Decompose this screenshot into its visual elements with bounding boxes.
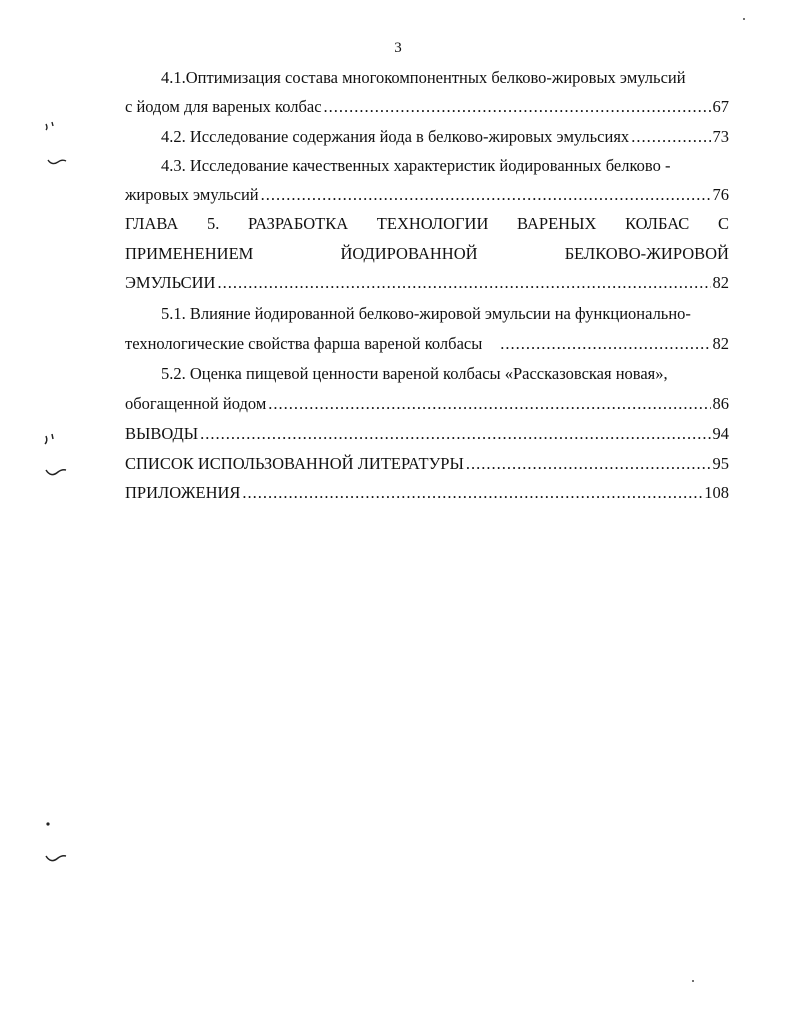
dot-leader	[324, 97, 711, 117]
toc-entry-5-2-line1	[125, 364, 729, 384]
dot-leader	[261, 185, 711, 205]
chapter-5-word: ПРИМЕНЕНИЕМ	[125, 244, 254, 263]
margin-scribble	[40, 816, 70, 876]
toc-chapter-5-line3	[125, 273, 729, 293]
toc-entry-5-1-line1	[125, 304, 729, 324]
toc-conclusions	[125, 424, 729, 444]
dot-leader	[242, 483, 702, 503]
toc-entry-5-1-line2	[125, 334, 729, 354]
toc-entry-4-1-page: 67	[712, 97, 729, 116]
toc-entry-5-2-line2	[125, 394, 729, 414]
page-number: 3	[394, 40, 402, 56]
toc-entry-4-3-title: 4.3. Исследование качественных характеристик йодированных белково -	[161, 156, 671, 175]
chapter-5-word: ЙОДИРОВАННОЙ	[340, 244, 478, 263]
chapter-5-word: 5.	[206, 214, 220, 233]
toc-entry-4-2	[125, 127, 729, 147]
toc-references-page: 95	[712, 454, 729, 473]
margin-scribble	[40, 118, 70, 178]
toc-chapter-5-line1	[125, 214, 729, 234]
toc-entry-4-2-page: 73	[712, 127, 729, 146]
dot-leader	[217, 273, 710, 293]
toc-appendices-title: ПРИЛОЖЕНИЯ	[125, 483, 241, 502]
toc-appendices	[125, 483, 729, 503]
toc-entry-4-3-page: 76	[712, 185, 729, 204]
toc-entry-4-1-title-cont: с йодом для вареных колбас	[125, 97, 322, 116]
toc-entry-4-3-line1	[125, 156, 729, 176]
chapter-5-word: ГЛАВА	[125, 214, 179, 233]
scan-speck	[743, 18, 745, 20]
chapter-5-word: С	[717, 214, 729, 233]
dot-leader	[200, 424, 710, 444]
toc-entry-5-2-page: 86	[712, 394, 729, 413]
scan-speck	[692, 980, 694, 982]
margin-scribble	[40, 430, 70, 490]
dot-leader	[631, 127, 710, 147]
toc-entry-4-3-line2	[125, 185, 729, 205]
dot-leader	[500, 334, 710, 354]
toc-conclusions-page: 94	[712, 424, 729, 443]
toc-entry-5-1-page: 82	[712, 334, 729, 353]
toc-conclusions-title: ВЫВОДЫ	[125, 424, 199, 443]
toc-entry-4-3-title-cont: жировых эмульсий	[125, 185, 259, 204]
chapter-5-word: КОЛБАС	[625, 214, 690, 233]
toc-entry-5-2-title: 5.2. Оценка пищевой ценности вареной колбасы «Рассказовская новая»,	[161, 364, 668, 383]
toc-chapter-5-line2	[125, 244, 729, 264]
chapter-5-title-end: ЭМУЛЬСИИ	[125, 273, 216, 292]
toc-entry-4-1-line1	[125, 68, 729, 88]
toc-entry-4-1-title: 4.1.Оптимизация состава многокомпонентных белково-жировых эмульсий	[161, 68, 686, 87]
chapter-5-word: ТЕХНОЛОГИИ	[376, 214, 489, 233]
toc-entry-5-1-title-cont: технологические свойства фарша вареной колбасы	[125, 334, 483, 353]
toc-appendices-page: 108	[704, 483, 729, 502]
dot-leader	[268, 394, 710, 414]
dot-leader	[466, 454, 711, 474]
toc-references-title: СПИСОК ИСПОЛЬЗОВАННОЙ ЛИТЕРАТУРЫ	[125, 454, 464, 473]
toc-entry-5-2-title-cont: обогащенной йодом	[125, 394, 267, 413]
toc-chapter-5-page: 82	[712, 273, 729, 292]
toc-references	[125, 454, 729, 474]
toc-entry-5-1-title: 5.1. Влияние йодированной белково-жировой эмульсии на функционально-	[161, 304, 691, 323]
chapter-5-word: БЕЛКОВО-ЖИРОВОЙ	[564, 244, 729, 263]
chapter-5-word: РАЗРАБОТКА	[248, 214, 349, 233]
toc-entry-4-1-line2	[125, 97, 729, 117]
chapter-5-word: ВАРЕНЫХ	[517, 214, 597, 233]
toc-entry-4-2-title: 4.2. Исследование содержания йода в белково-жировых эмульсиях	[161, 127, 630, 146]
